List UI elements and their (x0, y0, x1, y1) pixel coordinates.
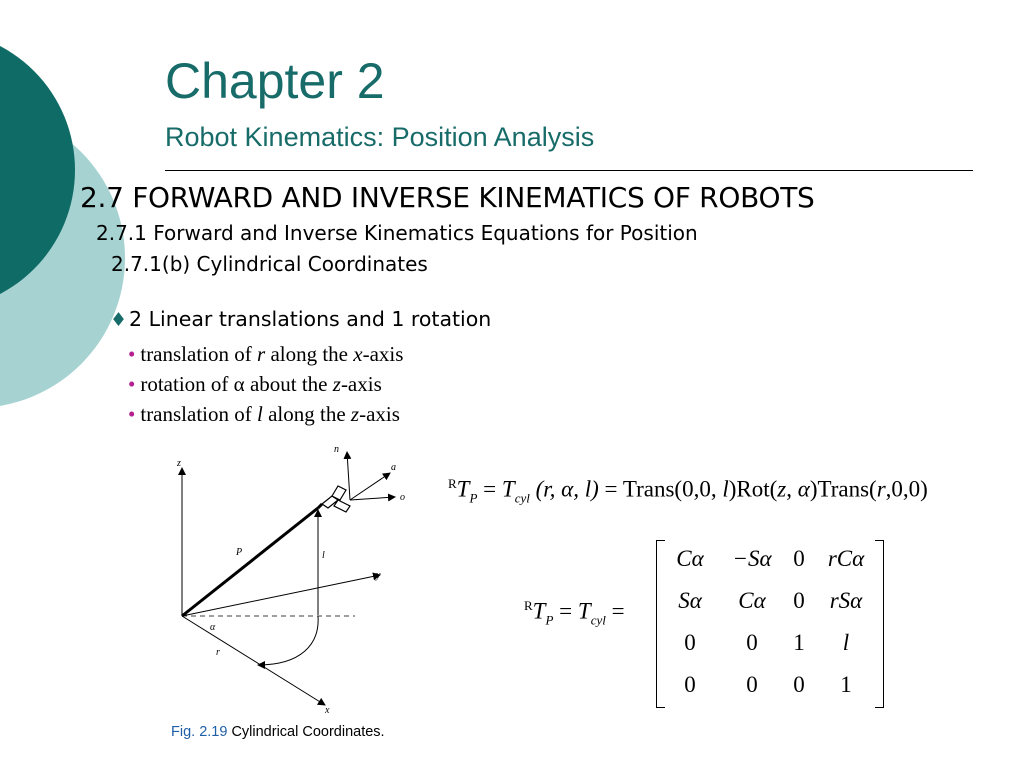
figure-caption-text: Cylindrical Coordinates. (227, 724, 385, 740)
matrix-cell: Sα (678, 588, 702, 613)
matrix-cell: 1 (840, 672, 852, 697)
matrix-left-bracket (656, 540, 665, 708)
n-axis-label: n (334, 444, 339, 455)
cylindrical-coordinates-figure (150, 440, 420, 720)
p-label: P (236, 547, 243, 558)
z-axis-label: z (177, 458, 181, 469)
rotation-arc (258, 616, 318, 665)
transformation-matrix (656, 540, 884, 708)
matrix-cell: rSα (829, 588, 863, 613)
list-item: • translation of r along the x-axis (128, 342, 404, 366)
title-divider (165, 170, 973, 171)
l-label: l (322, 550, 325, 561)
matrix-equation-lhs: $^RT_P = T_{cyl}$ = (524, 598, 625, 628)
matrix-cell: 0 (684, 630, 696, 655)
lead-point (110, 307, 491, 331)
transform-equation: $^RT_P = T_{cyl}$ (r, α, l) = Trans(0,0, l)Rot(z, α)Trans(r,0,0) (448, 476, 928, 506)
matrix-cell: 0 (684, 672, 696, 697)
o-axis (350, 497, 395, 500)
matrix-cell: 0 (746, 630, 758, 655)
subsubsection-heading: 2.7.1(b) Cylindrical Coordinates (111, 252, 428, 276)
matrix-cell: l (842, 630, 850, 655)
r-label: r (216, 647, 220, 658)
y-axis (182, 575, 380, 616)
bullet-dot-icon: • (128, 372, 136, 396)
slide-subtitle: Robot Kinematics: Position Analysis (165, 122, 595, 152)
matrix-right-bracket (875, 540, 884, 708)
bullet-list (128, 340, 403, 430)
matrix-cell: 0 (746, 672, 758, 697)
figure-caption (171, 724, 385, 740)
o-axis-label: o (400, 492, 405, 503)
diamond-bullet-icon: ♦ (110, 309, 128, 331)
subsection-heading: 2.7.1 Forward and Inverse Kinematics Equations for Position (96, 221, 698, 245)
matrix-cell: 0 (793, 672, 805, 697)
a-axis (350, 473, 390, 500)
section-heading: 2.7 FORWARD AND INVERSE KINEMATICS OF ROBOTS (80, 181, 815, 214)
gripper-icon (322, 486, 350, 512)
matrix-cell: Cα (676, 546, 704, 571)
a-axis-label: a (391, 462, 396, 473)
lead-text: 2 Linear translations and 1 rotation (129, 307, 492, 331)
n-axis (347, 452, 350, 500)
bullet-dot-icon: • (128, 402, 136, 426)
bullet-dot-icon: • (128, 342, 136, 366)
matrix-cell: 0 (793, 588, 805, 613)
matrix-cell: −Sα (732, 546, 772, 571)
position-vector-p (182, 508, 318, 616)
matrix-cell: Cα (738, 588, 766, 613)
y-axis-label: y (376, 570, 381, 581)
alpha-label: α (210, 622, 216, 633)
figure-number: Fig. 2.19 (171, 724, 228, 740)
slide-title: Chapter 2 (165, 53, 385, 109)
matrix-cell: rCα (827, 546, 865, 571)
x-axis (182, 616, 325, 705)
x-axis-label: x (325, 705, 330, 716)
matrix-cell: 1 (793, 630, 805, 655)
list-item: • translation of l along the z-axis (128, 402, 400, 426)
matrix-cell: 0 (793, 546, 805, 571)
list-item: • rotation of α about the z-axis (128, 372, 382, 396)
